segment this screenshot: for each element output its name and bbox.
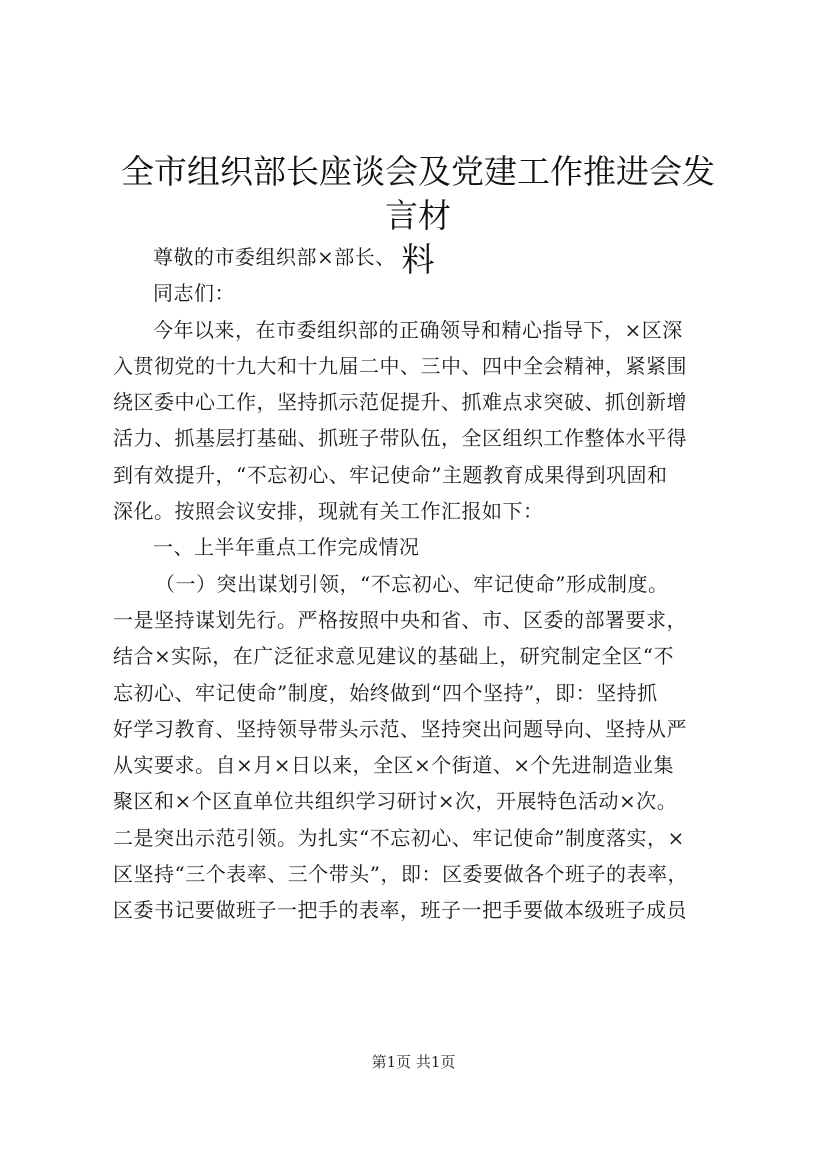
section-heading: 一、上半年重点工作完成情况 <box>153 535 420 560</box>
salutation-line: 尊敬的市委组织部×部长、 <box>153 245 396 269</box>
paragraph-line: 区坚持“三个表率、三个带头”，即：区委要做各个班子的表率， <box>113 862 688 887</box>
paragraph-line: 深化。按照会议安排，现就有关工作汇报如下： <box>113 499 544 524</box>
paragraph-line: 活力、抓基层打基础、抓班子带队伍，全区组织工作整体水平得 <box>113 426 687 451</box>
page-footer <box>0 1052 827 1072</box>
paragraph-line: 到有效提升，“不忘初心、牢记使命”主题教育成果得到巩固和 <box>113 462 668 487</box>
salutation-line: 同志们： <box>153 281 235 306</box>
title-line-1: 全市组织部长座谈会及党建工作推进会发言材 <box>121 152 715 235</box>
paragraph-line: 绕区委中心工作，坚持抓示范促提升、抓难点求突破、抓创新增 <box>113 390 687 415</box>
paragraph-line: 聚区和×个区直单位共组织学习研讨×次，开展特色活动×次。 <box>113 789 678 814</box>
title-line-2: 料 <box>401 240 435 279</box>
page-number-label: 第1页 共1页 <box>371 1053 456 1071</box>
document-body <box>113 239 753 929</box>
paragraph-line: 一是坚持谋划先行。严格按照中央和省、市、区委的部署要求， <box>113 607 687 632</box>
paragraph-line: 结合×实际，在广泛征求意见建议的基础上，研究制定全区“不 <box>113 644 674 669</box>
paragraph-line: 今年以来，在市委组织部的正确领导和精心指导下，×区深 <box>153 317 683 342</box>
paragraph-line: 入贯彻党的十九大和十九届二中、三中、四中全会精神，紧紧围 <box>113 353 687 378</box>
paragraph-line: 从实要求。自×月×日以来，全区×个街道、×个先进制造业集 <box>113 753 675 778</box>
subsection-heading: （一）突出谋划引领，“不忘初心、牢记使命”形成制度。 <box>155 571 669 596</box>
paragraph-line: 区委书记要做班子一把手的表率，班子一把手要做本级班子成员 <box>113 898 687 923</box>
paragraph-line: 二是突出示范引领。为扎实“不忘初心、牢记使命”制度落实，× <box>113 825 685 850</box>
paragraph-line: 好学习教育、坚持领导带头示范、坚持突出问题导向、坚持从严 <box>113 716 687 741</box>
paragraph-line: 忘初心、牢记使命”制度，始终做到“四个坚持”，即：坚持抓 <box>113 680 658 705</box>
